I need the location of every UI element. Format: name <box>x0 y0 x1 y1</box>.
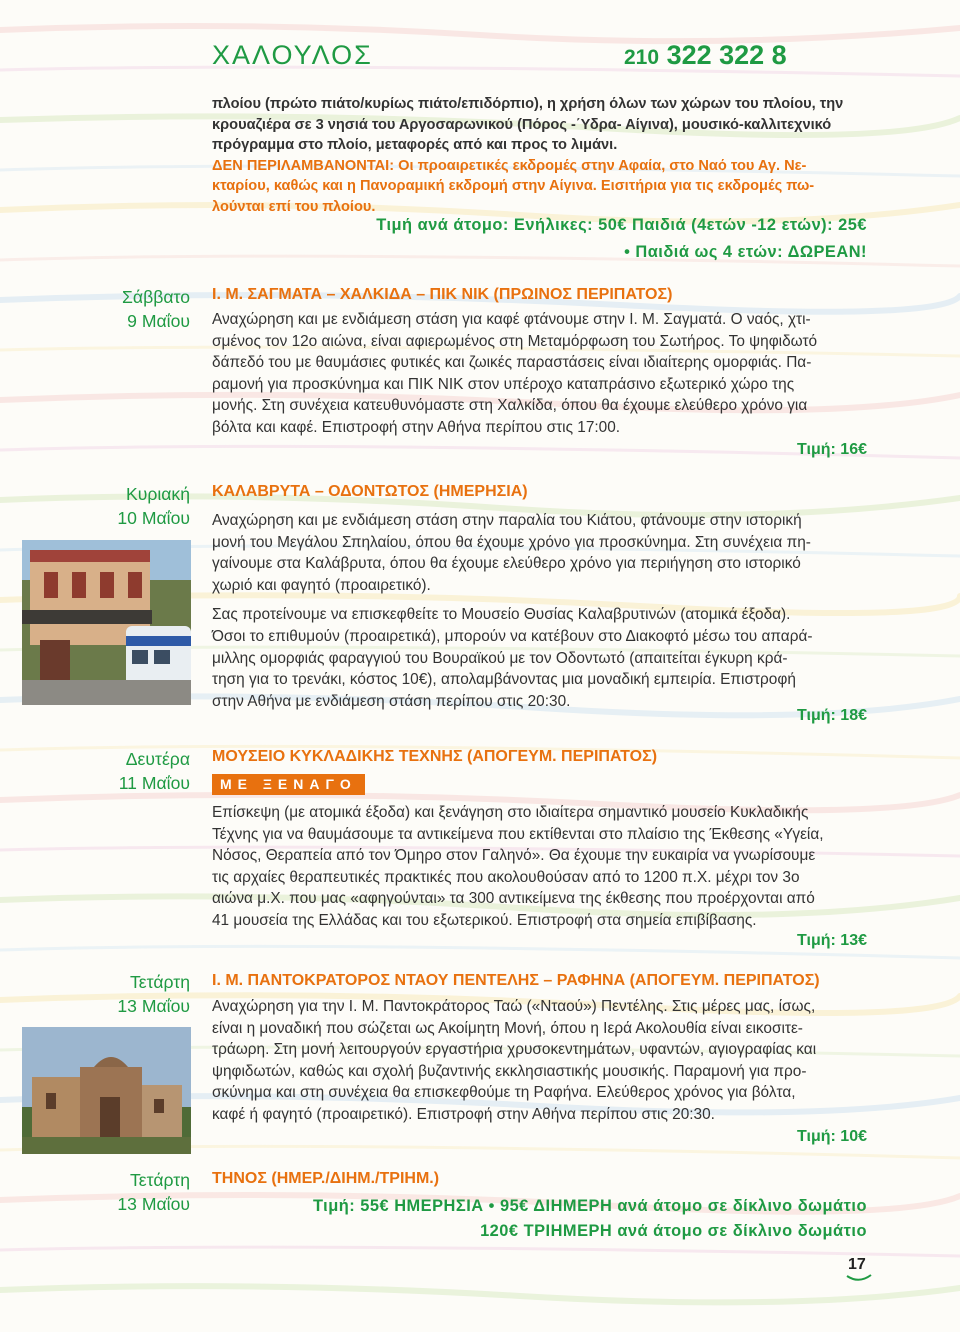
event-price-extra: 120€ ΤΡΙΗΜΕΡΗ ανά άτομο σε δίκλινο δωμάτιο <box>480 1222 867 1240</box>
event-line: 41 μουσεία της Ελλάδας και του εξωτερικού. Επιστροφή στα σημεία επιβίβασης. <box>212 911 757 929</box>
event-line: στην Αθήνα με ενδιάμεση στάση περίπου στις 20:30. <box>212 692 571 710</box>
event-date <box>0 747 190 795</box>
event-line: Αναχώρηση και με ενδιάμεση στάση στην παραλία του Κιάτου, φτάνουμε στην ιστορική <box>212 512 802 529</box>
intro-line: πλοίου (πρώτο πιάτο/κυρίως πιάτο/επιδόρπιο), η χρήση όλων των χώρων του πλοίου, την <box>212 96 844 112</box>
event-day: Κυριακή <box>125 484 190 504</box>
phone-prefix: 210 <box>624 46 660 69</box>
event-line: Επίσκεψη (με ατομικά έξοδα) και ξενάγηση στο ιδιαίτερα σημαντικό μουσείο Κυκλαδικής <box>212 804 809 821</box>
guided-tour-badge: ΜΕ ΞΕΝΑΓΟ <box>212 774 365 795</box>
event-line: Όσοι το επιθυμούν (προαιρετικά), μπορούν να κατέβουν στο Διακοφτό μέσω του απαρά- <box>212 627 813 645</box>
intro-line: ΔΕΝ ΠΕΡΙΛΑΜΒΑΝΟΝΤΑΙ: Οι προαιρετικές εκδρομές στην Αφαία, στο Ναό του Αγ. Νε- <box>212 157 807 174</box>
event-line: χωριό και φαγητό (προαιρετικό). <box>212 576 431 594</box>
event-line: τις αρχαίες θεραπευτικές πρακτικές που ακολουθούσαν από το 1200 π.Χ. μέχρι τον 3ο <box>212 868 800 886</box>
intro-line: πρόγραμμα στο πλοίο, μεταφορές από και προς το λιμάνι. <box>212 137 618 154</box>
event-title: Ι. Μ. ΠΑΝΤΟΚΡΑΤΟΡΟΣ ΝΤΑΟΥ ΠΕΝΤΕΛΗΣ – ΡΑΦΗΝΑ (ΑΠΟΓΕΥΜ. ΠΕΡΙΠΑΤΟΣ) <box>212 972 820 989</box>
event-line: Νόσος, Θεραπεία από τον Όμηρο στον Γαληνό». Θα έχουμε την ευκαιρία να γνωρίσουμε <box>212 847 816 865</box>
monastery-photo <box>22 1027 191 1154</box>
intro-block <box>212 94 872 218</box>
event-line: Αναχώρηση για την Ι. Μ. Παντοκράτορος Ταώ («Νταού») Πεντέλης. Στις μέρες μας, ίσως, <box>212 998 816 1015</box>
event-price: Τιμή: 18€ <box>797 707 867 724</box>
event-day: Δευτέρα <box>125 749 190 769</box>
event-description <box>212 510 872 712</box>
event-title: Ι. Μ. ΣΑΓΜΑΤΑ – ΧΑΛΚΙΔΑ – ΠΙΚ ΝΙΚ (ΠΡΩΙΝΟΣ ΠΕΡΙΠΑΤΟΣ) <box>212 286 673 303</box>
event-price: Τιμή: 55€ ΗΜΕΡΗΣΙΑ • 95€ ΔΙΗΜΕΡΗ ανά άτομο σε δίκλινο δωμάτιο <box>312 1197 867 1215</box>
event-date <box>0 1168 190 1216</box>
event-line: αιώνα μ.Χ. που μας «αφηγούνται» τα 300 αντικείμενα της έκθεσης που προέρχονται από <box>212 890 815 908</box>
event-line: Αναχώρηση και με ενδιάμεση στάση για καφέ φτάνουμε στην Ι. Μ. Σαγματά. Ο ναός, χτι- <box>212 311 811 328</box>
event-day: Τετάρτη <box>129 972 190 992</box>
event-line: καφέ ή φαγητό (προαιρετικό). Επιστροφή στην Αθήνα περίπου στις 20:30. <box>212 1105 715 1123</box>
event-line: σμένος τον 12ο αιώνα, είναι αφιερωμένος στη Μεταμόρφωση του Σωτήρος. Το ψηφιδωτό <box>212 332 818 350</box>
event-line: ψηφιδωτών, καθώς και σχολή βυζαντινής εκκλησιαστικής μουσικής. Παραμονή για προ- <box>212 1062 807 1080</box>
event-day: Σάββατο <box>122 287 190 307</box>
event-price: Τιμή: 16€ <box>797 441 867 458</box>
event-date <box>0 482 190 530</box>
intro-line: λούνται επί του πλοίου. <box>212 198 376 215</box>
event-day-date: 10 Μαΐου <box>117 508 190 528</box>
event-title: ΜΟΥΣΕΙΟ ΚΥΚΛΑΔΙΚΗΣ ΤΕΧΝΗΣ (ΑΠΟΓΕΥΜ. ΠΕΡΙΠΑΤΟΣ) <box>212 748 658 765</box>
page-number-value: 17 <box>848 1256 866 1273</box>
page-number-underline-icon <box>846 1274 872 1282</box>
event-line: τηση για το τρενάκι, κόστος 10€), απολαμβάνοντας μια μοναδική εμπειρία. Επιστροφή <box>212 671 796 689</box>
intro-price-children: • Παιδιά ως 4 ετών: ΔΩΡΕΑΝ! <box>624 243 867 261</box>
event-line: βόλτα και καφέ. Επιστροφή στην Αθήνα περίπου στις 17:00. <box>212 418 621 436</box>
event-description <box>212 996 872 1126</box>
intro-line: κταρίου, καθώς και η Πανοραμική εκδρομή στην Αίγινα. Εισιτήρια για τις εκδρομές πω- <box>212 178 815 195</box>
event-line: μιλλης ομορφιάς φαραγγιού του Βουραϊκού με τον Οδοντωτό (απαιτείται έγκυρη κρά- <box>212 649 788 667</box>
event-line: μονής. Στη συνέχεια κατευθυνόμαστε στη Χαλκίδα, όπου θα έχουμε ελεύθερο χρόνο για <box>212 397 808 415</box>
event-line: τράωρη. Στη μονή λειτουργούν εργαστήρια χρυσοκεντημάτων, υφαντών, αγιογραφίας και <box>212 1041 817 1059</box>
page-number <box>848 1256 872 1282</box>
phone-number: 322 322 8 <box>666 40 787 70</box>
event-line: Σας προτείνουμε να επισκεφθείτε το Μουσείο Θυσίας Καλαβρυτινών (ατομικά έξοδα). <box>212 606 791 624</box>
event-day-date: 13 Μαΐου <box>117 996 190 1016</box>
event-date <box>0 970 190 1018</box>
event-line: σκύνημα και στη συνέχεια θα επισκεφθούμε τη Ραφήνα. Ελεύθερος χρόνος για βόλτα, <box>212 1084 796 1102</box>
header-phone <box>624 40 787 71</box>
event-date <box>0 285 190 333</box>
event-title: ΚΑΛΑΒΡΥΤΑ – ΟΔΟΝΤΩΤΟΣ (ΗΜΕΡΗΣΙΑ) <box>212 483 528 500</box>
event-price: Τιμή: 13€ <box>797 932 867 949</box>
event-price: Τιμή: 10€ <box>797 1128 867 1145</box>
event-day-date: 13 Μαΐου <box>117 1194 190 1214</box>
event-day-date: 11 Μαΐου <box>118 773 190 793</box>
event-title: ΤΗΝΟΣ (ΗΜΕΡ./ΔΙΗΜ./ΤΡΙΗΜ.) <box>212 1170 440 1187</box>
intro-line: κρουαζιέρα σε 3 νησιά του Αργοσαρωνικού (Πόρος -΄Υδρα- Αίγινα), μουσικό-καλλιτεχνικό <box>212 116 832 133</box>
event-day-date: 9 Μαΐου <box>127 311 190 331</box>
event-line: δάπεδό του με θαυμάσιες φυτικές και ζωικές παραστάσεις είναι ιδιαίτερης ομορφιάς. Πα- <box>212 354 812 372</box>
intro-price: Τιμή ανά άτομο: Ενήλικες: 50€ Παιδιά (4ετών -12 ετών): 25€ <box>376 216 867 234</box>
event-line: γαίνουμε στα Καλάβρυτα, όπου θα έχουμε ελεύθερο χρόνο για περιήγηση στο ιστορικό <box>212 555 801 573</box>
train-station-photo <box>22 540 191 705</box>
header-title: ΧΑΛΟΥΛΟΣ <box>212 40 373 70</box>
event-description <box>212 802 872 932</box>
event-day: Τετάρτη <box>129 1170 190 1190</box>
event-line: μονή του Μεγάλου Σπηλαίου, όπου θα έχουμε χρόνο για προσκύνημα. Στη συνέχεια πη- <box>212 533 811 551</box>
event-line: Τέχνης για να θαυμάσουμε τα αντικείμενα που εκτίθενται στο πλαίσιο της Έκθεσης «Υγεία, <box>212 825 824 843</box>
event-line: είναι η μοναδική που σώζεται ως Ακοίμητη Μονή, όπου η Ιερά Ακολουθία είναι εικοσιτε- <box>212 1019 803 1037</box>
event-description <box>212 309 872 439</box>
event-line: ραμονή για προσκύνημα και ΠΙΚ ΝΙΚ στον υπέροχο καταπράσινο εξωτερικό χώρο της <box>212 375 795 393</box>
